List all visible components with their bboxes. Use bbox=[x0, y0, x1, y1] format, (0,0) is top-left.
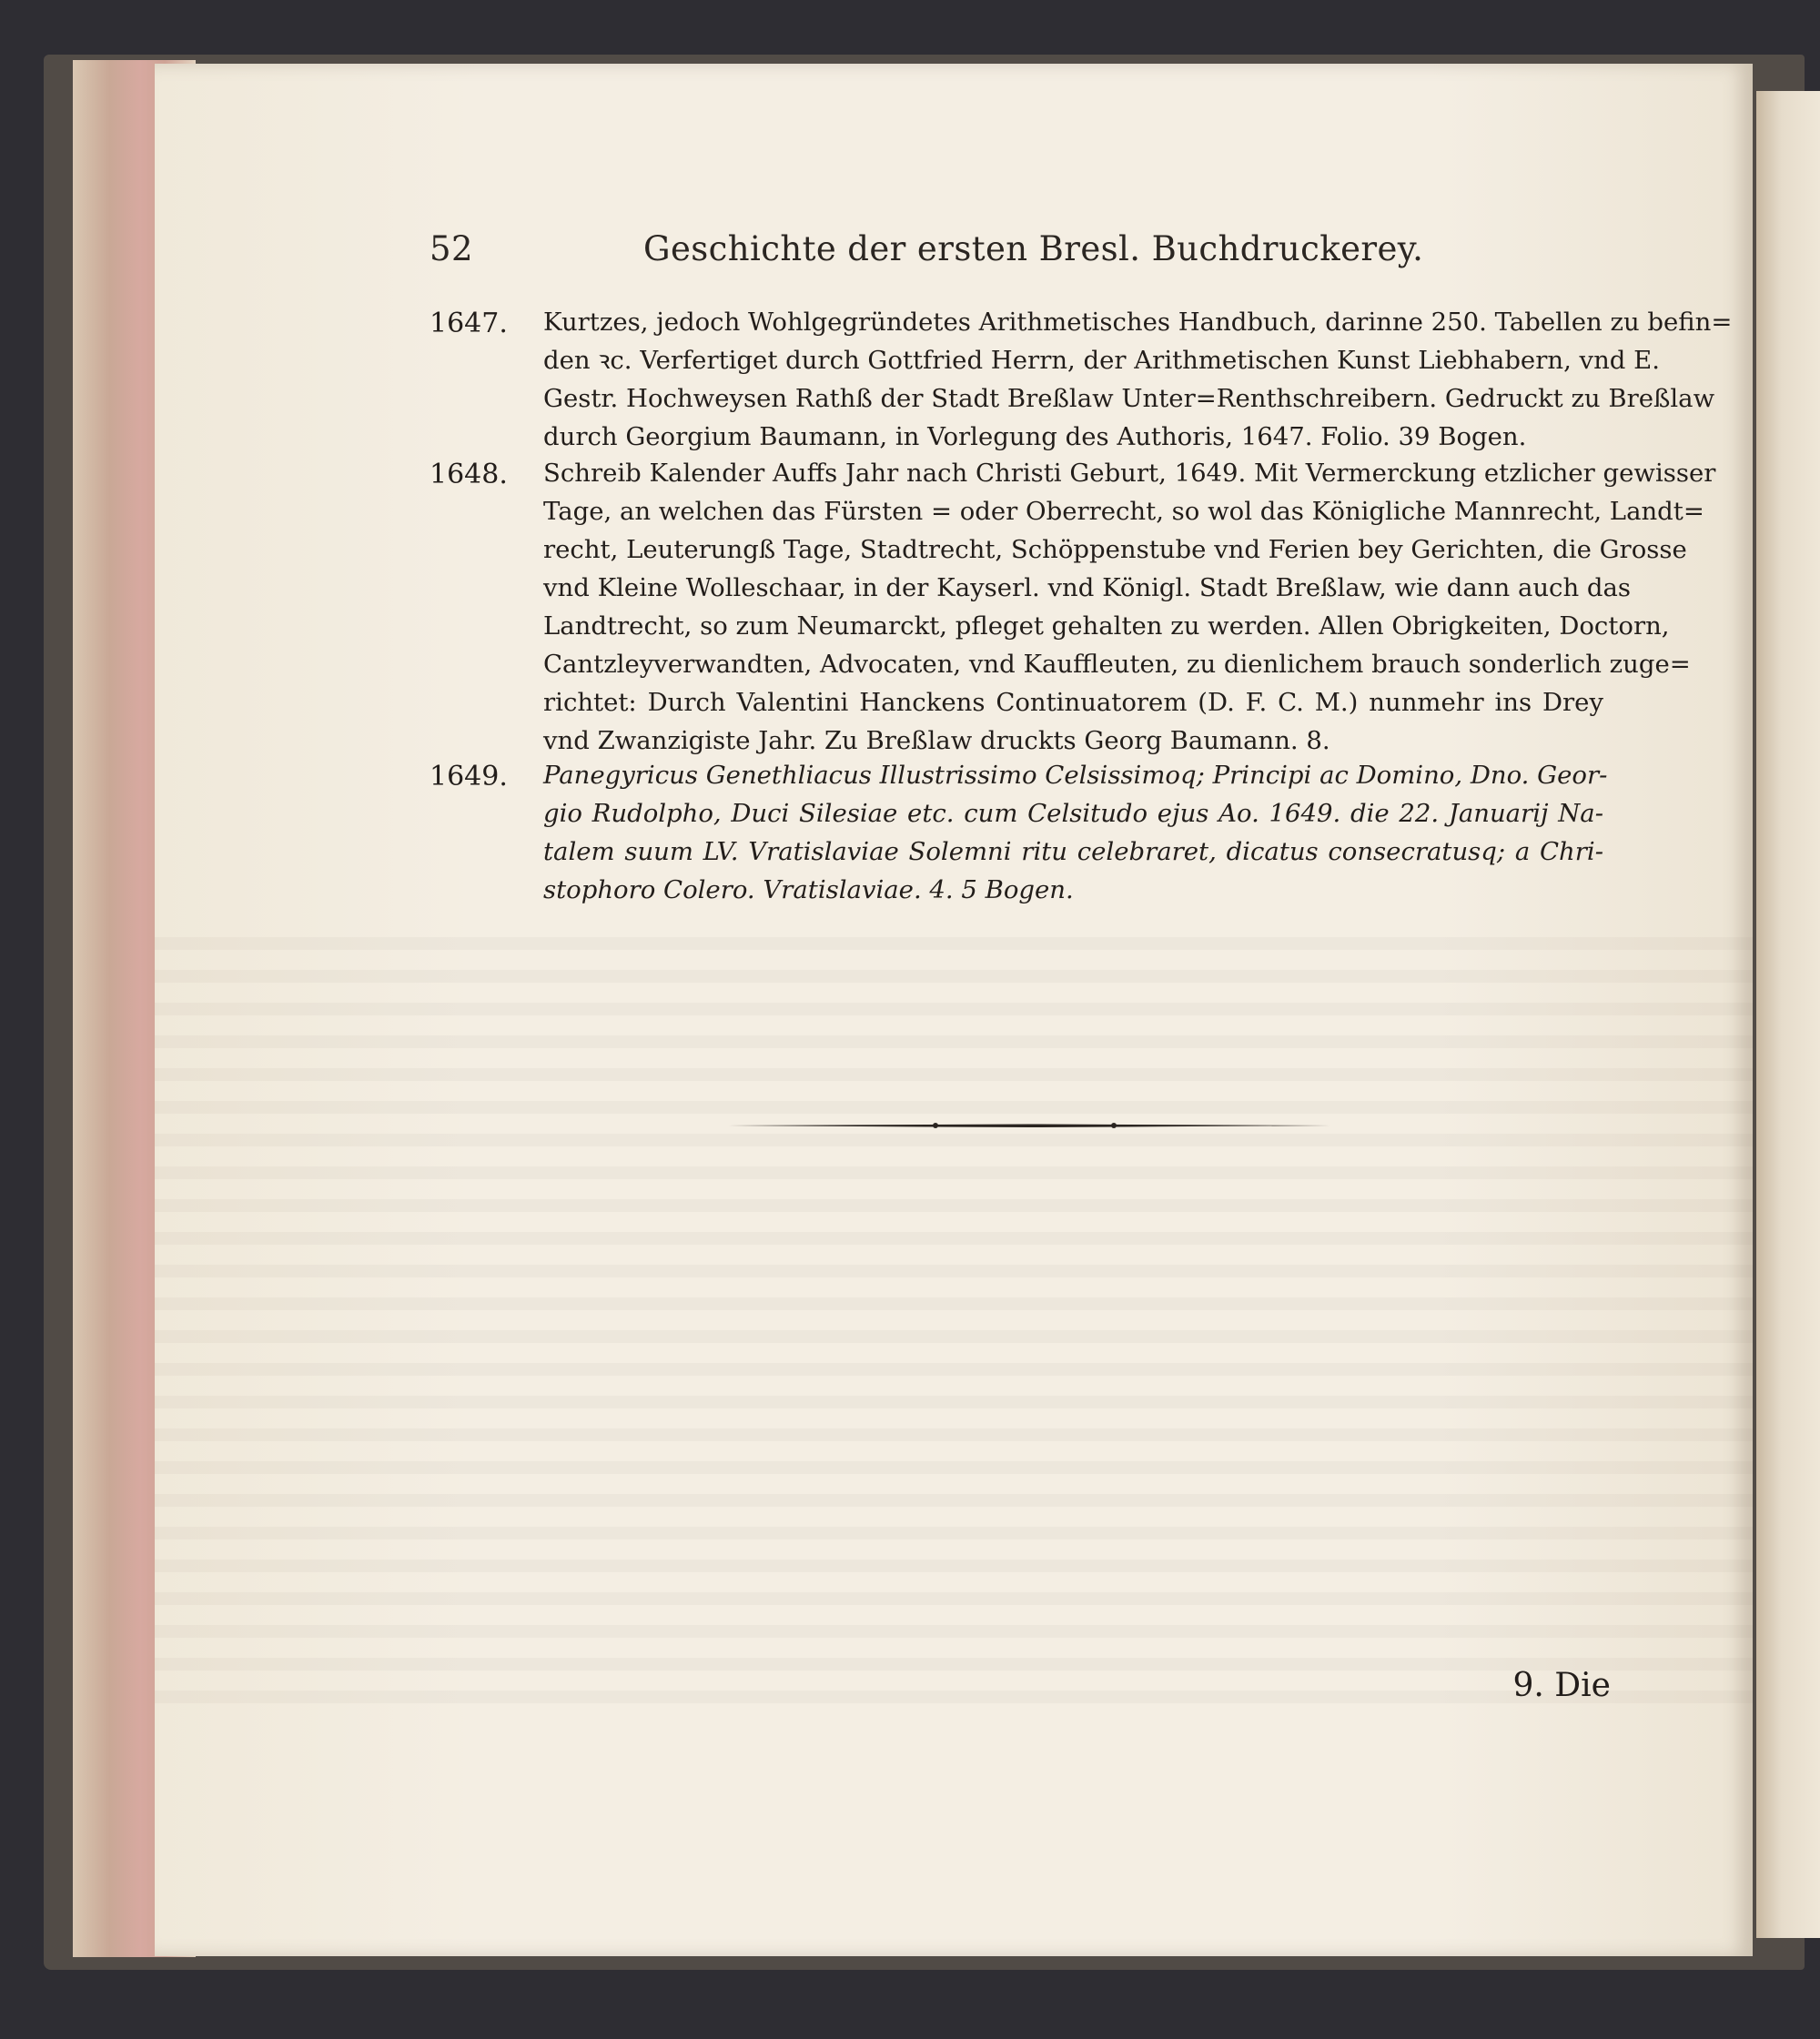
facing-page-edge bbox=[1756, 91, 1820, 1938]
entry-line: Cantzleyverwandten, Advocaten, vnd Kauffleuten, zu dienlichem brauch sonderlich zuge= bbox=[543, 650, 1691, 679]
running-title: Geschichte der ersten Bresl. Buchdruckerey. bbox=[643, 229, 1424, 268]
entry-line: vnd Kleine Wolleschaar, in der Kayserl. vnd Königl. Stadt Breßlaw, wie dann auch das bbox=[543, 573, 1632, 602]
entry-line: Schreib Kalender Auffs Jahr nach Christi Geburt, 1649. Mit Vermerckung etzlicher gewisser bbox=[543, 459, 1716, 488]
entry-line: Panegyricus Genethliacus Illustrissimo Celsissimoq; Principi ac Domino, Dno. Geor- bbox=[543, 761, 1608, 790]
entry-line: durch Georgium Baumann, in Vorlegung des Authoris, 1647. Folio. 39 Bogen. bbox=[543, 422, 1527, 451]
entry-line: stophoro Colero. Vratislaviae. 4. 5 Bogen. bbox=[543, 875, 1074, 904]
entry-line: Tage, an welchen das Fürsten = oder Oberrecht, so wol das Königliche Mannrecht, Landt= bbox=[543, 497, 1704, 526]
entry-line: Gestr. Hochweysen Rathß der Stadt Breßlaw Unter=Renthschreibern. Gedruckt zu Breßlaw bbox=[543, 384, 1715, 413]
page-number: 52 bbox=[430, 229, 473, 268]
entry-line: gio Rudolpho, Duci Silesiae etc. cum Celsitudo ejus Ao. 1649. die 22. Januarij Na- bbox=[543, 799, 1603, 828]
entry-year: 1647. bbox=[430, 308, 508, 339]
entry-year: 1648. bbox=[430, 459, 508, 490]
entry-year: 1649. bbox=[430, 761, 508, 792]
entry-line: talem suum LV. Vratislaviae Solemni ritu celebraret, dicatus consecratusq; a Chri- bbox=[543, 837, 1603, 866]
entry-line: vnd Zwanzigiste Jahr. Zu Breßlaw druckts Georg Baumann. 8. bbox=[543, 726, 1330, 755]
entry-line: Kurtzes, jedoch Wohlgegründetes Arithmetisches Handbuch, darinne 250. Tabellen zu befin= bbox=[543, 308, 1733, 337]
entry-line: Landtrecht, so zum Neumarckt, pfleget gehalten zu werden. Allen Obrigkeiten, Doctorn, bbox=[543, 611, 1670, 641]
entry-line: den ꝛc. Verfertiget durch Gottfried Herrn, der Arithmetischen Kunst Liebhabern, vnd E. bbox=[543, 346, 1660, 375]
catchword: 9. Die bbox=[1512, 1667, 1611, 1704]
running-head bbox=[430, 229, 1613, 284]
entry-line: richtet: Durch Valentini Hanckens Continuatorem (D. F. C. M.) nunmehr ins Drey bbox=[543, 688, 1603, 717]
section-divider-rule bbox=[728, 1122, 1330, 1129]
entry-line: recht, Leuterungß Tage, Stadtrecht, Schöppenstube vnd Ferien bey Gerichten, die Grosse bbox=[543, 535, 1687, 564]
